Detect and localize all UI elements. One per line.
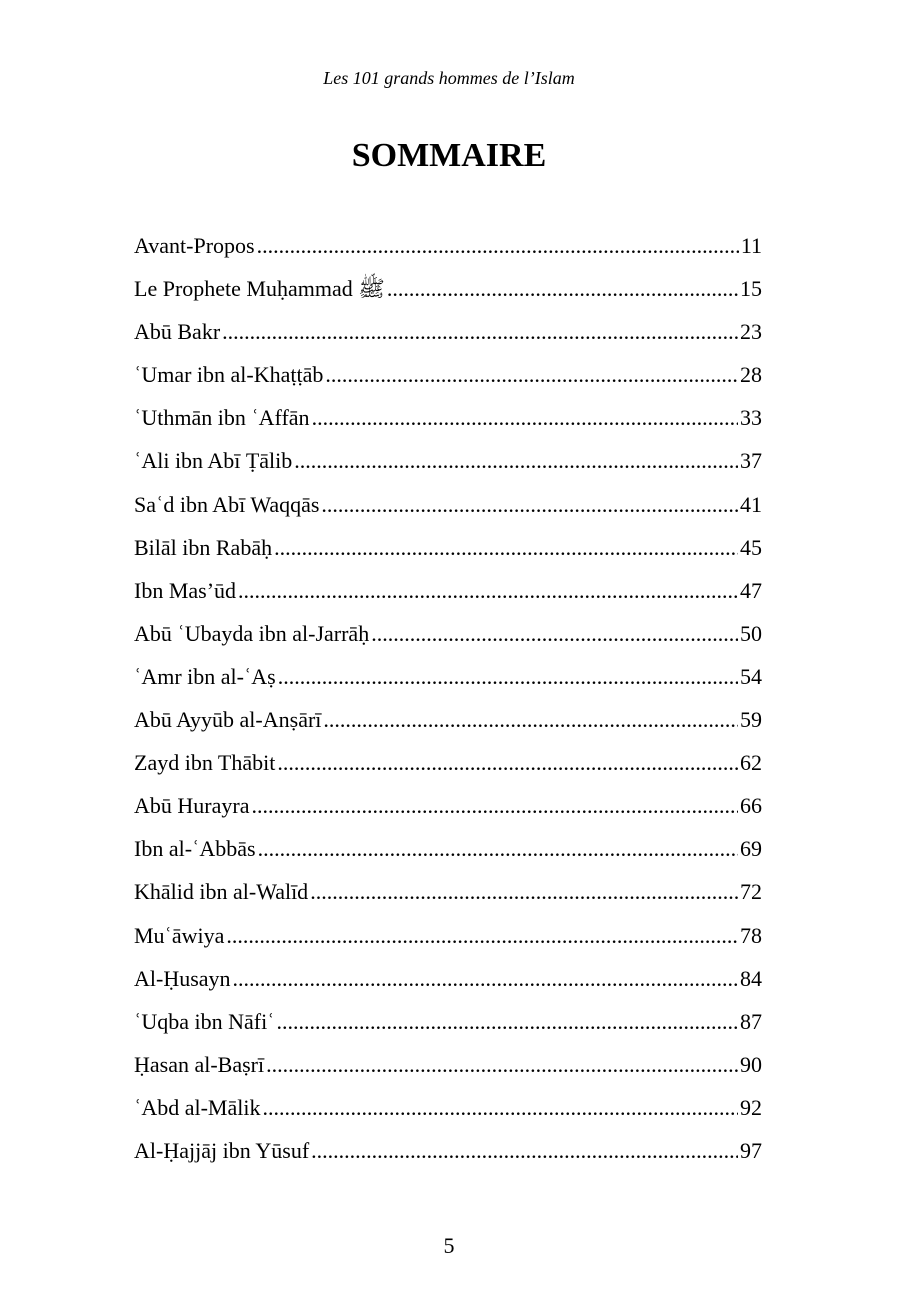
toc-entry-page: 62	[740, 750, 762, 776]
toc-entry[interactable]	[134, 1045, 762, 1088]
toc-entry[interactable]	[134, 1088, 762, 1131]
toc-entry-page: 23	[740, 319, 762, 345]
toc-entry[interactable]	[134, 355, 762, 398]
toc-entry-page: 72	[740, 879, 762, 905]
toc-entry[interactable]	[134, 959, 762, 1002]
dot-leader	[312, 398, 738, 438]
toc-entry-page: 87	[740, 1008, 762, 1034]
toc-entry[interactable]	[134, 700, 762, 743]
toc-entry-title: Ḥasan al-Baṣrī	[134, 1051, 265, 1077]
toc-entry-page: 69	[740, 836, 762, 862]
running-header: Les 101 grands hommes de l’Islam	[323, 68, 575, 88]
toc-entry-title: Ibn Mas’ūd	[134, 577, 237, 603]
dot-leader	[258, 829, 738, 869]
dot-leader	[257, 226, 739, 266]
dot-leader	[233, 959, 738, 999]
dot-leader	[310, 872, 738, 912]
toc-entry-title: Saʿd ibn Abī Waqqās	[134, 491, 320, 517]
toc-entry[interactable]	[134, 226, 762, 269]
toc-entry[interactable]	[134, 657, 762, 700]
dot-leader	[325, 355, 738, 395]
toc-entry-title: ʿAbd al-Mālik	[134, 1094, 261, 1120]
toc-entry-title: Ibn al-ʿAbbās	[134, 836, 256, 862]
dot-leader	[323, 700, 738, 740]
toc-entry-page: 84	[740, 965, 762, 991]
dot-leader	[238, 571, 738, 611]
toc-entry-page: 50	[740, 620, 762, 646]
toc-entry[interactable]	[134, 398, 762, 441]
toc-entry-title: Khālid ibn al-Walīd	[134, 879, 309, 905]
page-title: SOMMAIRE	[351, 137, 547, 174]
toc-entry-page: 54	[740, 663, 762, 689]
toc-entry-title: ʿUqba ibn Nāfiʿ	[134, 1008, 275, 1034]
toc-entry-title: Al-Ḥajjāj ibn Yūsuf	[134, 1137, 310, 1163]
toc-entry-title: ʿAli ibn Abī Ṭālib	[134, 448, 293, 474]
toc-entry[interactable]	[134, 786, 762, 829]
dot-leader	[274, 528, 738, 568]
toc-entry[interactable]	[134, 916, 762, 959]
toc-entry-title: Zayd ibn Thābit	[134, 750, 276, 776]
toc-entry[interactable]	[134, 1002, 762, 1045]
table-of-contents	[134, 226, 762, 1174]
toc-entry[interactable]	[134, 872, 762, 915]
toc-entry-title: ʿUthmān ibn ʿAffān	[134, 405, 310, 431]
toc-entry-title: Al-Ḥusayn	[134, 965, 231, 991]
toc-entry-page: 47	[740, 577, 762, 603]
toc-entry[interactable]	[134, 571, 762, 614]
toc-entry-page: 66	[740, 793, 762, 819]
toc-entry[interactable]	[134, 441, 762, 484]
toc-entry-page: 28	[740, 362, 762, 388]
toc-entry-title: ʿUmar ibn al-Khaṭṭāb	[134, 362, 324, 388]
dot-leader	[277, 743, 738, 783]
toc-entry-title: Abū Ayyūb al-Anṣārī	[134, 707, 322, 733]
dot-leader	[251, 786, 738, 826]
toc-entry-title: Le Prophete Muḥammad ﷺ	[134, 276, 385, 302]
toc-entry-page: 37	[740, 448, 762, 474]
toc-entry-page: 59	[740, 707, 762, 733]
dot-leader	[387, 269, 738, 309]
toc-entry[interactable]	[134, 269, 762, 312]
toc-entry-page: 45	[740, 534, 762, 560]
dot-leader	[262, 1088, 738, 1128]
toc-entry-title: Muʿāwiya	[134, 922, 225, 948]
dot-leader	[277, 1002, 738, 1042]
toc-entry[interactable]	[134, 312, 762, 355]
toc-entry[interactable]	[134, 829, 762, 872]
dot-leader	[311, 1131, 738, 1171]
toc-entry-page: 33	[740, 405, 762, 431]
toc-entry-title: Abū ʿUbayda ibn al-Jarrāḥ	[134, 620, 370, 646]
toc-entry-page: 41	[740, 491, 762, 517]
page-number: 5	[443, 1233, 455, 1258]
toc-entry[interactable]	[134, 614, 762, 657]
dot-leader	[294, 441, 738, 481]
dot-leader	[226, 916, 738, 956]
toc-entry-page: 15	[740, 276, 762, 302]
dot-leader	[222, 312, 738, 352]
toc-entry[interactable]	[134, 1131, 762, 1174]
toc-entry-title: Abū Hurayra	[134, 793, 250, 819]
toc-entry-page: 78	[740, 922, 762, 948]
dot-leader	[371, 614, 738, 654]
toc-entry-title: Avant-Propos	[134, 233, 255, 258]
toc-entry-title: ʿAmr ibn al-ʿAṣ	[134, 663, 276, 689]
toc-entry[interactable]	[134, 743, 762, 786]
toc-entry-page: 11	[740, 233, 762, 258]
toc-entry-title: Bilāl ibn Rabāḥ	[134, 534, 273, 560]
dot-leader	[321, 485, 738, 525]
toc-entry[interactable]	[134, 528, 762, 571]
toc-entry[interactable]	[134, 485, 762, 528]
toc-entry-page: 97	[740, 1137, 762, 1163]
dot-leader	[266, 1045, 738, 1085]
toc-entry-title: Abū Bakr	[134, 319, 221, 345]
dot-leader	[278, 657, 738, 697]
toc-entry-page: 92	[740, 1094, 762, 1120]
toc-entry-page: 90	[740, 1051, 762, 1077]
